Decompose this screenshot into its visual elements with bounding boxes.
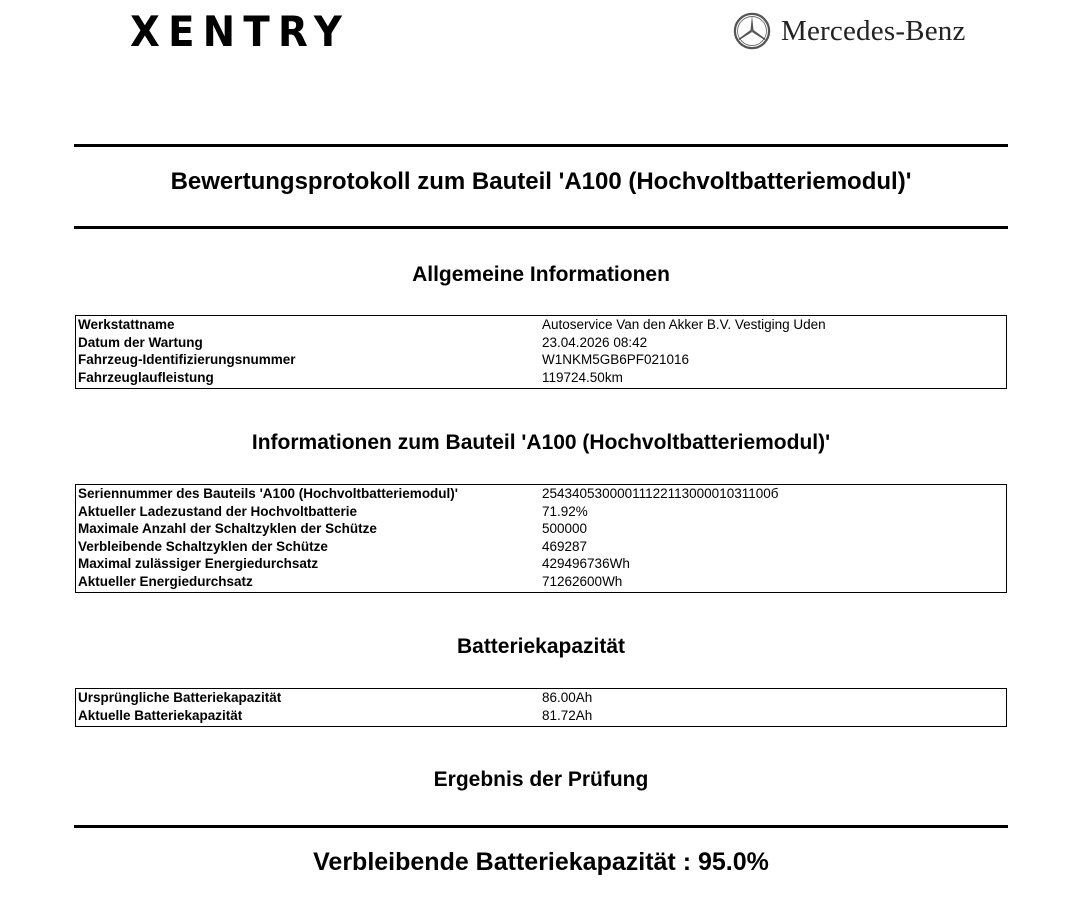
mercedes-benz-wordmark: Mercedes-Benz [781,14,966,47]
row-value: Autoservice Van den Akker B.V. Vestiging Uden [542,317,826,332]
table-row [76,485,1006,503]
table-row [76,503,1006,521]
title-top-rule [74,144,1008,147]
mercedes-benz-logo [733,12,966,50]
row-label: Seriennummer des Bauteils 'A100 (Hochvoltbatteriemodul)' [78,486,459,501]
component-info-table [75,484,1007,593]
result-rule [74,825,1008,828]
row-value: 429496736Wh [542,556,630,571]
row-label: Verbleibende Schaltzyklen der Schütze [78,538,328,554]
row-label: Maximale Anzahl der Schaltzyklen der Schütze [78,521,377,536]
document-title: Bewertungsprotokoll zum Bauteil 'A100 (Hochvoltbatteriemodul)' [170,168,912,195]
section-title-general: Allgemeine Informationen [412,263,670,286]
table-row [76,369,1006,387]
row-label: Maximal zulässiger Energiedurchsatz [78,556,319,571]
table-row [76,707,1006,725]
row-label: Aktueller Energiedurchsatz [78,573,253,589]
section-title-battery-capacity: Batteriekapazität [456,635,626,658]
row-value: 71262600Wh [542,573,623,589]
row-label: Werkstattname [78,317,175,332]
table-row [76,538,1006,556]
table-row [76,555,1006,573]
table-row [76,334,1006,352]
table-row [76,689,1006,707]
row-value: W1NKM5GB6PF021016 [542,352,690,367]
title-bottom-rule [74,226,1008,229]
row-value: 71.92% [542,503,588,519]
row-label: Fahrzeuglaufleistung [78,369,214,385]
row-value: 2543405300001112211300001031100б [542,486,779,501]
row-value: 81.72Ah [542,707,593,723]
section-title-test-result: Ergebnis der Prüfung [433,768,649,791]
row-value: 119724.50km [542,369,623,385]
row-label: Aktueller Ladezustand der Hochvoltbatterie [78,503,358,519]
table-row [76,316,1006,334]
xentry-logo: XENTRY [130,7,351,56]
table-row [76,351,1006,369]
mercedes-star-icon [733,12,771,50]
table-row [76,520,1006,538]
row-value: 86.00Ah [542,690,593,705]
row-label: Fahrzeug-Identifizierungsnummer [78,352,296,367]
table-row [76,573,1006,591]
test-result-value: Verbleibende Batteriekapazität : 95.0% [313,848,769,876]
row-label: Ursprüngliche Batteriekapazität [78,690,282,705]
row-label: Datum der Wartung [78,334,203,350]
row-value: 500000 [542,521,588,536]
row-value: 469287 [542,538,588,554]
row-value: 23.04.2026 08:42 [542,334,648,350]
row-label: Aktuelle Batteriekapazität [78,707,243,723]
battery-capacity-table [75,688,1007,727]
section-title-component-info: Informationen zum Bauteil 'A100 (Hochvoltbatteriemodul)' [251,431,831,454]
general-info-table [75,315,1007,389]
